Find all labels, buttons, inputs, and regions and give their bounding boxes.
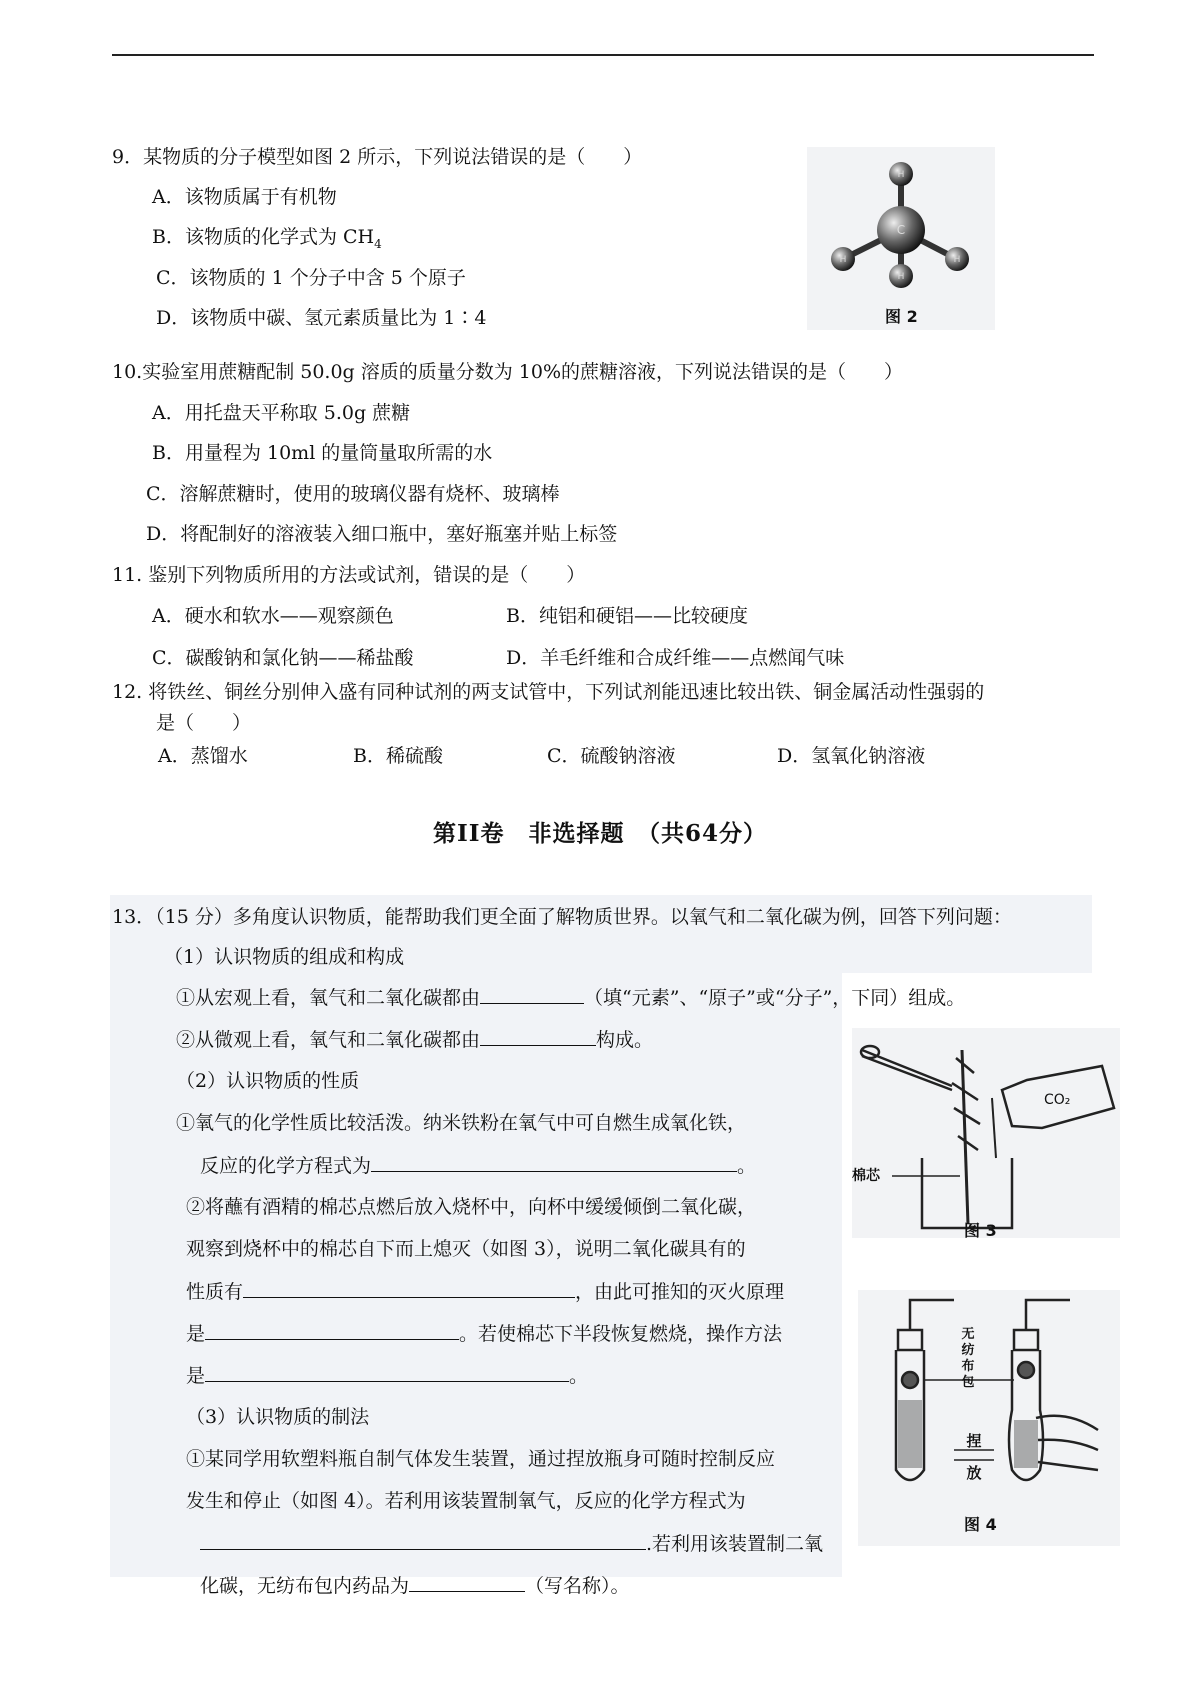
- figure-2-molecule: [807, 147, 995, 330]
- q13-part2-heading: （2）认识物质的性质: [176, 1070, 360, 1092]
- answer-blank-6[interactable]: [205, 1363, 569, 1382]
- q11-option-d: D．羊毛纤维和合成纤维——点燃闻气味: [506, 647, 845, 669]
- wick-label: 棉芯: [852, 1168, 880, 1184]
- q10-option-d: D．将配制好的溶液装入细口瓶中，塞好瓶塞并贴上标签: [146, 523, 618, 545]
- q13-part3-item1-line3: .若利用该装置制二氧: [200, 1531, 823, 1556]
- answer-blank-2[interactable]: [480, 1027, 596, 1046]
- h-label-right: H: [953, 255, 961, 265]
- q13-part2-item2-line5: 是 。: [186, 1365, 589, 1387]
- q13-part3-item1-line1: ①某同学用软塑料瓶自制气体发生装置，通过捏放瓶身可随时控制反应: [186, 1448, 776, 1470]
- c-label: C: [896, 223, 906, 237]
- q10-option-b: B．用量程为 10ml 的量筒量取所需的水: [152, 442, 493, 464]
- q9-option-a: A．该物质属于有机物: [152, 186, 337, 208]
- q13-part2-item1-line2: 反应的化学方程式为 。: [200, 1155, 757, 1177]
- figure-4-caption: 图 4: [964, 1515, 997, 1534]
- bag-label-3: 布: [961, 1359, 975, 1374]
- bag-label-1: 无: [961, 1327, 975, 1342]
- q11-option-a: A．硬水和软水——观察颜色: [152, 605, 394, 627]
- figure-3-co2-beaker: [852, 1028, 1120, 1238]
- bag-label-4: 包: [961, 1375, 975, 1390]
- figure-4-gas-generator: [858, 1290, 1120, 1546]
- answer-blank-4[interactable]: [243, 1279, 575, 1298]
- q11-option-b: B．纯铝和硬铝——比较硬度: [506, 605, 748, 627]
- h-label-bottom: H: [897, 272, 905, 282]
- q13-part1-heading: （1）认识物质的组成和构成: [164, 946, 405, 968]
- bag-left-icon: [902, 1372, 918, 1388]
- squeeze-label: 捏: [966, 1432, 982, 1450]
- q13-part1-item2: ②从微观上看，氧气和二氧化碳都由 构成。: [176, 1029, 654, 1051]
- bag-label-2: 纺: [961, 1343, 975, 1358]
- q11-stem: 11. 鉴别下列物质所用的方法或试剂，错误的是（ ）: [112, 564, 586, 586]
- q10-option-a: A．用托盘天平称取 5.0g 蔗糖: [152, 402, 411, 424]
- q12-option-c: C．硫酸钠溶液: [547, 745, 676, 767]
- q13-part2-item2-line2: 观察到烧杯中的棉芯自下而上熄灭（如图 3），说明二氧化碳具有的: [186, 1238, 746, 1260]
- q13-stem: 13．（15 分）多角度认识物质，能帮助我们更全面了解物质世界。以氧气和二氧化碳为例，回答下列问题：: [112, 906, 1012, 928]
- release-label: 放: [966, 1464, 982, 1482]
- q13-part3-heading: （3）认识物质的制法: [186, 1406, 370, 1428]
- q13-part3-item1-line2: 发生和停止（如图 4）。若利用该装置制氧气，反应的化学方程式为: [186, 1490, 746, 1512]
- h-label-left: H: [839, 255, 847, 265]
- q12-option-b: B．稀硫酸: [353, 745, 443, 767]
- q13-part2-item2-line3: 性质有 ，由此可推知的灭火原理: [186, 1281, 785, 1303]
- q13-part1-item1: ①从宏观上看，氧气和二氧化碳都由 （填“元素”、“原子”或“分子”，下同）组成。: [176, 987, 966, 1009]
- h-label-top: H: [897, 170, 905, 180]
- stopper-left: [898, 1330, 922, 1350]
- q9-option-d: D．该物质中碳、氢元素质量比为 1∶4: [156, 307, 487, 329]
- answer-blank-8[interactable]: [409, 1573, 525, 1592]
- cotton-wick-icon: [962, 1050, 968, 1224]
- q12-stem-line2: 是（ ）: [156, 712, 252, 734]
- co2-label: CO₂: [1044, 1092, 1071, 1108]
- hand-icon: [1036, 1416, 1098, 1430]
- answer-blank-5[interactable]: [205, 1321, 459, 1340]
- q13-shade-body: [110, 973, 842, 1577]
- q9-option-c: C．该物质的 1 个分子中含 5 个原子: [156, 267, 466, 289]
- q10-stem: 10.实验室用蔗糖配制 50.0g 溶质的质量分数为 10%的蔗糖溶液，下列说法错误的是（ ）: [112, 361, 904, 383]
- q9-stem: 9．某物质的分子模型如图 2 所示，下列说法错误的是（ ）: [112, 146, 643, 168]
- q13-part2-item2-line4: 是 。若使棉芯下半段恢复燃烧，操作方法: [186, 1323, 783, 1345]
- delivery-tube-right: [1026, 1300, 1070, 1330]
- q10-option-c: C．溶解蔗糖时，使用的玻璃仪器有烧杯、玻璃棒: [146, 483, 560, 505]
- answer-blank-1[interactable]: [480, 985, 584, 1004]
- figure-3-caption: 图 3: [964, 1221, 997, 1240]
- stopper-right: [1014, 1330, 1038, 1350]
- q13-part3-item1-line4: 化碳，无纺布包内药品为 （写名称）。: [200, 1575, 630, 1597]
- section-title: 第II卷 非选择题 （共64分）: [432, 820, 768, 847]
- q13-part2-item2-line1: ②将蘸有酒精的棉芯点燃后放入烧杯中，向杯中缓缓倾倒二氧化碳，: [186, 1196, 757, 1218]
- answer-blank-3[interactable]: [371, 1153, 737, 1172]
- q12-option-d: D．氢氧化钠溶液: [777, 745, 926, 767]
- q9-option-b: B．该物质的化学式为 $CH_4$: [152, 226, 382, 251]
- answer-blank-7[interactable]: [200, 1531, 646, 1550]
- q13-part2-item1-line1: ①氧气的化学性质比较活泼。纳米铁粉在氧气中可自燃生成氧化铁，: [176, 1112, 747, 1134]
- q12-option-a: A．蒸馏水: [158, 745, 248, 767]
- bag-right-icon: [1018, 1362, 1034, 1378]
- figure-2-caption: 图 2: [885, 307, 918, 326]
- delivery-tube-left: [910, 1300, 954, 1330]
- q11-option-c: C．碳酸钠和氯化钠——稀盐酸: [152, 647, 414, 669]
- q12-stem-line1: 12. 将铁丝、铜丝分别伸入盛有同种试剂的两支试管中，下列试剂能迅速比较出铁、铜金属活动性强弱的: [112, 681, 985, 703]
- header-rule: [112, 54, 1094, 56]
